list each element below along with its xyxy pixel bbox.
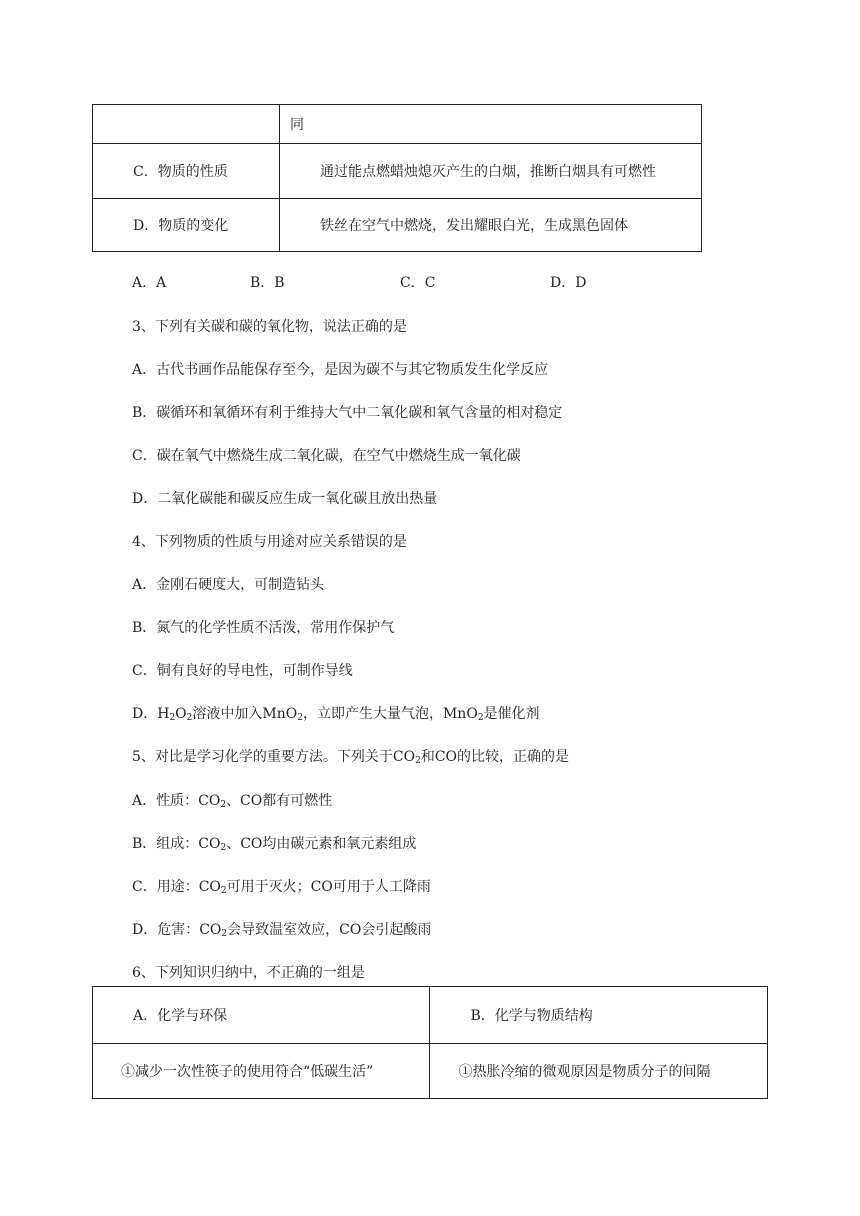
q4-option-b: B．氮气的化学性质不活泼，常用作保护气 [132,620,395,636]
table-cell: D．物质的变化 [93,199,280,252]
q4-option-a: A．金刚石硬度大，可制造钻头 [132,577,325,593]
q3-option-d: D．二氧化碳能和碳反应生成一氧化碳且放出热量 [132,491,438,507]
q5-stem: 5、对比是学习化学的重要方法。下列关于$CO_2$和CO的比较，正确的是 [132,749,570,766]
table-row [93,105,702,144]
table-cell: 同 [280,105,702,144]
q5-option-c: C．用途：$CO_2$可用于灭火；CO可用于人工降雨 [132,879,431,896]
table-cell: 铁丝在空气中燃烧，发出耀眼白光，生成黑色固体 [280,199,702,252]
q6-stem: 6、下列知识归纳中，不正确的一组是 [132,965,365,981]
q5-option-b: B．组成：$CO_2$、CO均由碳元素和氧元素组成 [132,836,417,853]
table-header-cell: A．化学与环保 [93,987,430,1044]
option-c: C．C [400,275,436,291]
table-header-cell: B．化学与物质结构 [430,987,768,1044]
q5-option-a: A．性质：$CO_2$、CO都有可燃性 [132,793,333,810]
table-row [93,987,768,1044]
table-row [93,1044,768,1099]
table-cell: ①热胀冷缩的微观原因是物质分子的间隔 [430,1044,768,1099]
q2-options [0,272,860,292]
q4-stem: 4、下列物质的性质与用途对应关系错误的是 [132,534,407,550]
knowledge-table [92,986,768,1099]
q3-option-c: C．碳在氧气中燃烧生成二氧化碳，在空气中燃烧生成一氧化碳 [132,448,521,464]
table-row [93,199,702,252]
option-b: B．B [250,275,285,291]
q3-option-a: A．古代书画作品能保存至今，是因为碳不与其它物质发生化学反应 [132,362,549,378]
q3-option-b: B．碳循环和氧循环有利于维持大气中二氧化碳和氧气含量的相对稳定 [132,405,563,421]
option-a: A．A [132,275,167,291]
q5-option-d: D．危害：$CO_2$会导致温室效应，CO会引起酸雨 [132,922,432,939]
q3-stem: 3、下列有关碳和碳的氧化物，说法正确的是 [132,319,407,335]
option-d: D．D [550,275,587,291]
table-cell: 通过能点燃蜡烛熄灭产生的白烟，推断白烟具有可燃性 [280,144,702,199]
table-cell [93,105,280,144]
comparison-table-top [92,104,702,252]
table-cell: C．物质的性质 [93,144,280,199]
table-cell: ①减少一次性筷子的使用符合“低碳生活” [93,1044,430,1099]
q4-option-c: C．铜有良好的导电性，可制作导线 [132,663,353,679]
table-row [93,144,702,199]
q4-option-d: D．$H_2O_2$溶液中加入MnO$_2$，立即产生大量气泡，MnO$_2$是催化剂 [132,706,540,723]
